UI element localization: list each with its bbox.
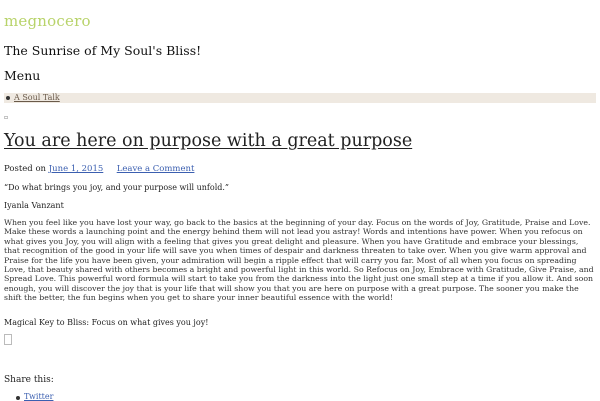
nav-item-a-soul-talk (14, 92, 60, 103)
menu-toggle[interactable]: Menu (4, 68, 41, 83)
quote-author: Iyanla Vanzant (4, 201, 64, 210)
post-title[interactable]: You are here on purpose with a great purpose (4, 131, 413, 151)
site-tagline: The Sunrise of My Soul's Bliss! (4, 43, 202, 58)
leave-comment-link[interactable]: Leave a Comment (116, 164, 195, 174)
image-placeholder-icon (4, 334, 12, 345)
post-closing: Magical Key to Bliss: Focus on what gives you joy! (4, 318, 209, 327)
post-meta (4, 164, 194, 174)
share-twitter-link[interactable]: Twitter (24, 392, 54, 401)
nav-link-a-soul-talk[interactable]: A Soul Talk (14, 93, 60, 102)
share-heading: Share this: (4, 375, 54, 385)
post-body: When you feel like you have lost your way, go back to the basics at the beginning of your day. Focus on the words of Joy, Gratitude, Praise and Love. Make these words a launching point and the energy behind them will not lead you astray! Words and intentions have power. When you refocus on what gives you Joy, you will align with a feeling that gives you great delight and pleasure. When you have Gratitude and embrace your blessings, that recognition of the good in your life will save you when times of despair and darkness threaten to take over. When you give warm approval and Praise for the life you have been given, your admiration will begin a ripple effect that will carry you far. Most of all when you focus on spreading Love, that beauty shared with others becomes a bright and powerful light in this world. So Refocus on Joy, Embrace with Gratitude, Give Praise, and Spread Love. This powerful word formula will start to take you from the darkness into the light just one small step at a time if you allow it. And soon enough, you will discover the joy that is your life that will show you that you are here on purpose with a great purpose. The sooner you make the shift the better, the fun begins when you get to share your inner beautiful essence with the world! (4, 218, 594, 303)
posted-on-label: Posted on (4, 164, 47, 174)
primary-nav (4, 93, 596, 103)
site-title-link[interactable]: megnocero (4, 12, 91, 30)
post-date-link[interactable]: June 1, 2015 (48, 164, 104, 174)
post-quote: “Do what brings you joy, and your purpose will unfold.” (4, 183, 230, 192)
skip-marker-icon: ▫ (4, 114, 9, 121)
